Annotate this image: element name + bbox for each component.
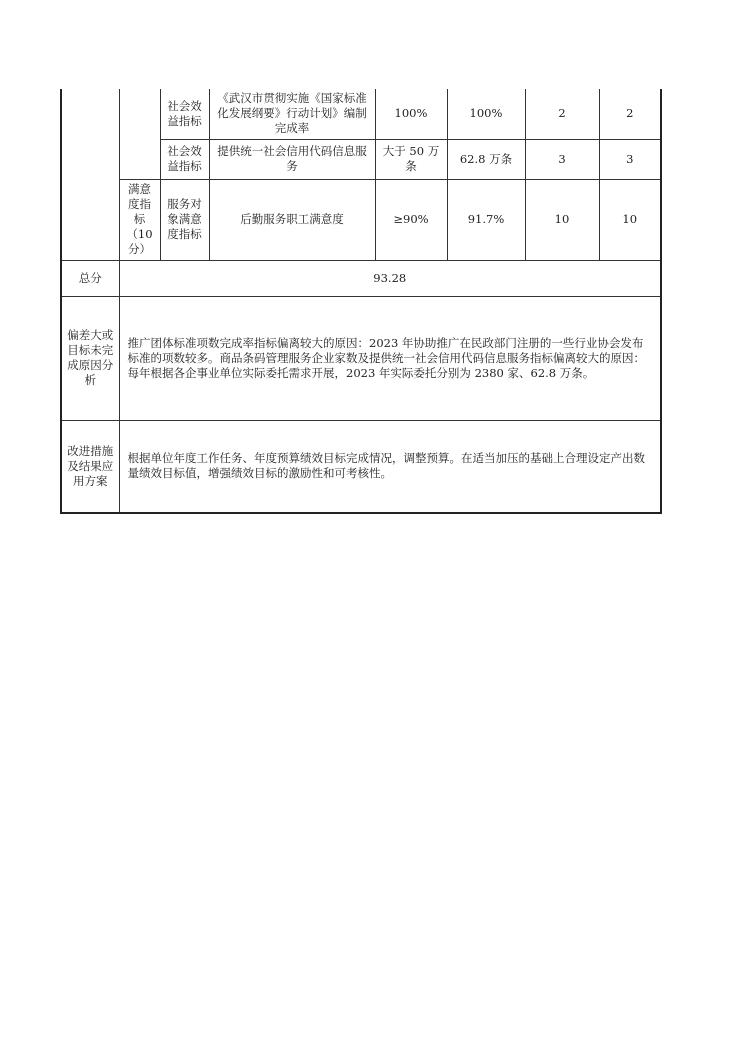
satisfaction-group-label: 满意度指标（10分）	[119, 179, 160, 260]
table-row-total	[61, 260, 661, 296]
actual-value: 62.8 万条	[447, 139, 525, 179]
improvement-label: 改进措施及结果应用方案	[61, 420, 119, 513]
table-row-satisfaction	[61, 179, 661, 260]
table-row-social-benefit-1	[61, 89, 661, 139]
indicator-category: 社会效益指标	[160, 139, 209, 179]
total-score-value: 93.28	[119, 260, 661, 296]
indicator-name: 《武汉市贯彻实施《国家标准化发展纲要》行动计划》编制完成率	[209, 89, 375, 139]
actual-value: 91.7%	[447, 179, 525, 260]
target-value: 大于 50 万条	[375, 139, 447, 179]
deviation-label: 偏差大或目标未完成原因分析	[61, 296, 119, 420]
deviation-analysis-text: 推广团体标准项数完成率指标偏离较大的原因：2023 年协助推广在民政部门注册的一些行业协会发布标准的项数较多。商品条码管理服务企业家数及提供统一社会信用代码信息服务指标偏离较大的原因：每年根据各企事业单位实际委托需求开展，2023 年实际委托分别为 2380 家、62.8 万条。	[119, 296, 661, 420]
blank-cell	[61, 89, 119, 260]
blank-cell	[119, 89, 160, 179]
table-row-deviation	[61, 296, 661, 420]
score-value: 3	[599, 139, 661, 179]
indicator-name: 后勤服务职工满意度	[209, 179, 375, 260]
score-value: 10	[599, 179, 661, 260]
indicator-category: 社会效益指标	[160, 89, 209, 139]
improvement-plan-text: 根据单位年度工作任务、年度预算绩效目标完成情况，调整预算。在适当加压的基础上合理设定产出数量绩效目标值，增强绩效目标的激励性和可考核性。	[119, 420, 661, 513]
score-value: 2	[599, 89, 661, 139]
weight-value: 10	[525, 179, 599, 260]
target-value: ≥90%	[375, 179, 447, 260]
actual-value: 100%	[447, 89, 525, 139]
weight-value: 3	[525, 139, 599, 179]
indicator-name: 提供统一社会信用代码信息服务	[209, 139, 375, 179]
performance-table	[60, 89, 662, 514]
table-row-improvement	[61, 420, 661, 513]
weight-value: 2	[525, 89, 599, 139]
indicator-category: 服务对象满意度指标	[160, 179, 209, 260]
target-value: 100%	[375, 89, 447, 139]
total-label: 总分	[61, 260, 119, 296]
